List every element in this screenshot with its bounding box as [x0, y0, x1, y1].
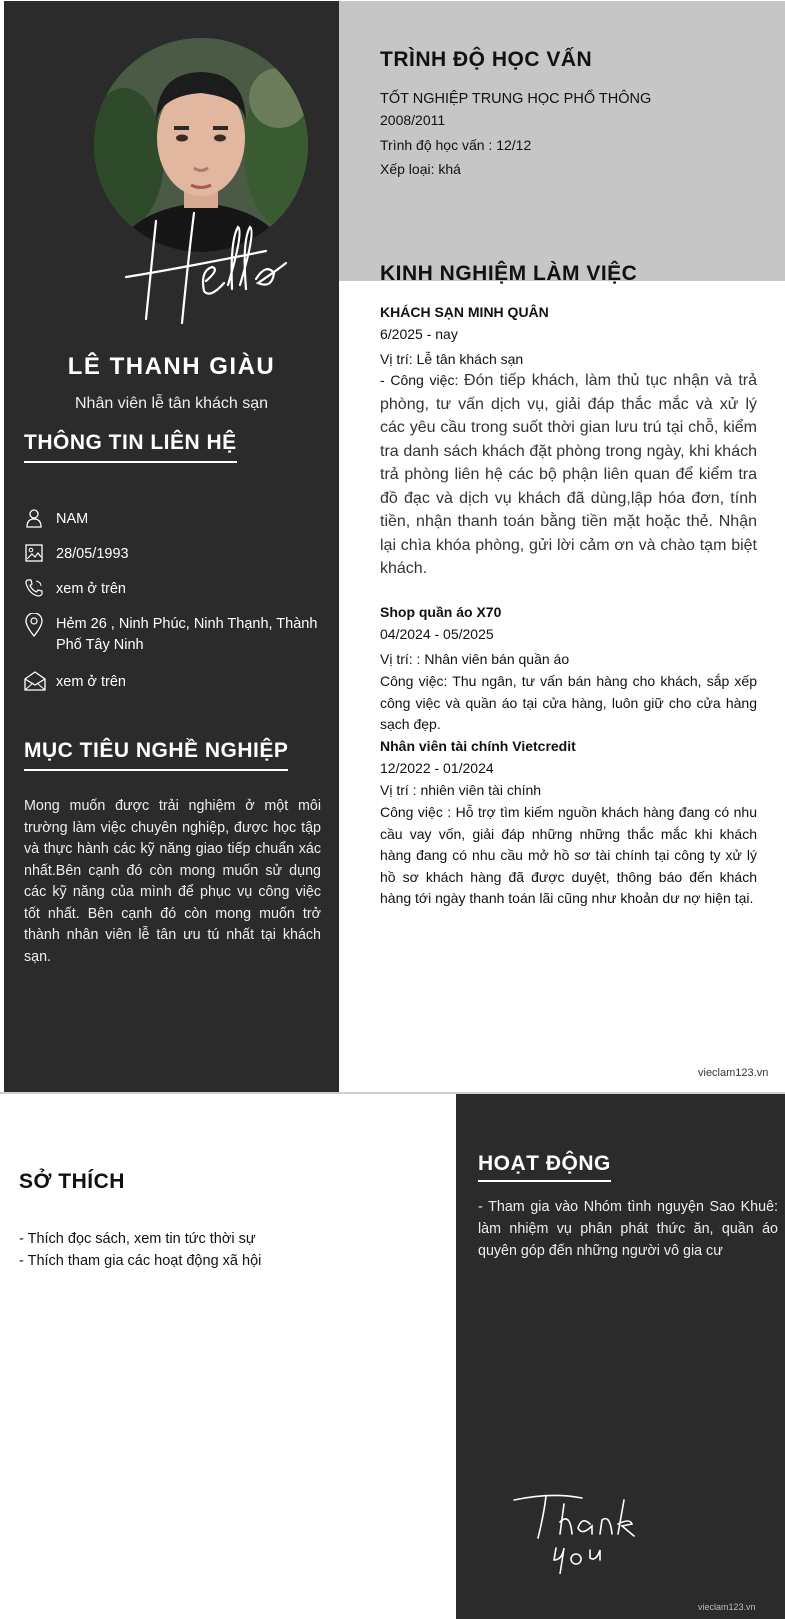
contact-birthdate-text: 28/05/1993	[56, 546, 129, 562]
calendar-icon	[24, 543, 44, 563]
hobby-item: - Thích đọc sách, xem tin tức thời sự	[19, 1231, 256, 1247]
job-1-period: 6/2025 - nay	[380, 326, 458, 342]
activities-text: - Tham gia vào Nhóm tình nguyện Sao Khuê: làm nhiệm vụ phân phát thức ăn, quần áo quyên góp đến những người vô gia cư	[478, 1199, 778, 1259]
contact-email-text: xem ở trên	[56, 674, 126, 690]
watermark-page-2: vieclam123.vn	[698, 1602, 756, 1612]
hobby-item: - Thích tham gia các hoạt động xã hội	[19, 1253, 262, 1269]
education-level: Trình độ học vấn : 12/12	[380, 137, 532, 153]
candidate-role: Nhân viên lễ tân khách sạn	[74, 395, 268, 412]
sidebar	[4, 1, 339, 1092]
job-1-company: KHÁCH SẠN MINH QUÂN	[380, 304, 549, 320]
experience-heading: KINH NGHIỆM LÀM VIỆC	[380, 262, 638, 285]
education-heading: TRÌNH ĐỘ HỌC VẤN	[380, 48, 593, 71]
job-2-position: Vị trí: : Nhân viên bán quần áo	[380, 651, 570, 667]
job-3-description: Công việc : Hỗ trợ tìm kiếm nguồn khách hàng đang có nhu cầu vay vốn, giải đáp những những thắc mắc khi khách hàng đang có nhu cầu mở hồ sơ tài chính tại công ty xử lý hồ sơ khách hàng đã được duyệt, thông báo đến khách hàng tới ngày thanh toán lãi cũng như khoản dư nợ hiện tại.	[380, 804, 757, 906]
job-1-description	[380, 369, 757, 581]
job-2-description: Công việc: Thu ngân, tư vấn bán hàng cho khách, sắp xếp công việc và quần áo tại cửa hàng, luôn giữ cho cửa hàng sạch đẹp.	[380, 673, 757, 732]
contact-heading: THÔNG TIN LIÊN HỆ	[24, 431, 237, 463]
contact-phone-text: xem ở trên	[56, 581, 126, 597]
person-icon	[24, 508, 44, 528]
job-3-company: Nhân viên tài chính Vietcredit	[380, 738, 576, 754]
job-3-position: Vị trí : nhiên viên tài chính	[380, 782, 542, 798]
contact-gender-text: NAM	[56, 511, 89, 527]
objective-heading: MỤC TIÊU NGHỀ NGHIỆP	[24, 739, 288, 771]
job-1-position: Vị trí: Lễ tân khách sạn	[380, 351, 524, 367]
watermark-page-1: vieclam123.vn	[698, 1067, 769, 1079]
hello-script-logo	[116, 211, 316, 331]
hobbies-heading: SỞ THÍCH	[19, 1170, 125, 1193]
education-grade: Xếp loại: khá	[380, 161, 461, 177]
job-3-period: 12/2022 - 01/2024	[380, 760, 494, 776]
objective-text: Mong muốn được trải nghiệm ở một môi trường làm việc chuyên nghiệp, được học tập và thực hành các kỹ năng giao tiếp chuẩn xác nhất.Bên cạnh đó còn mong muốn sử dụng các kỹ năng của mình để phục vụ công việc tốt nhất. Bên cạnh đó còn mong muốn trở thành nhân viên lễ tân ưu tú nhất tại khách sạn.	[24, 798, 321, 965]
thank-you-script-logo	[512, 1464, 692, 1574]
education-period: 2008/2011	[380, 112, 446, 128]
education-school: TỐT NGHIỆP TRUNG HỌC PHỔ THÔNG	[380, 91, 652, 107]
job-2-period: 04/2024 - 05/2025	[380, 626, 494, 642]
job-1-desc-prefix: - Công việc:	[380, 372, 465, 388]
contact-address-text: Hẻm 26 , Ninh Phúc, Ninh Thạnh, Thành Phố Tây Ninh	[56, 616, 318, 653]
cv-page-2	[4, 1094, 785, 1619]
phone-icon	[24, 578, 44, 598]
job-2-company: Shop quần áo X70	[380, 604, 502, 620]
candidate-name: LÊ THANH GIÀU	[67, 353, 276, 380]
job-1-desc-text: Đón tiếp khách, làm thủ tục nhận và trả phòng, tư vấn dịch vụ, giải đáp thắc mắc và xử lý các yêu cầu trong suốt thời gian lưu trú tại chỗ, kiểm tra danh sách khách đặt phòng trong ngày, khi khách trả phòng liên hệ các bộ phận liên quan để kiểm tra đồ đạc và dịch vụ khách đã dùng,lập hóa đơn, tính tiền, nhận thanh toán bằng tiền mặt hoặc thẻ. Nhận lại chìa khóa phòng, gửi lời cảm ơn và chào tạm biệt khách.	[380, 372, 757, 577]
activities-heading: HOẠT ĐỘNG	[478, 1152, 611, 1182]
mail-icon	[24, 671, 44, 691]
location-pin-icon	[24, 613, 44, 633]
hobbies-list	[19, 1228, 439, 1272]
